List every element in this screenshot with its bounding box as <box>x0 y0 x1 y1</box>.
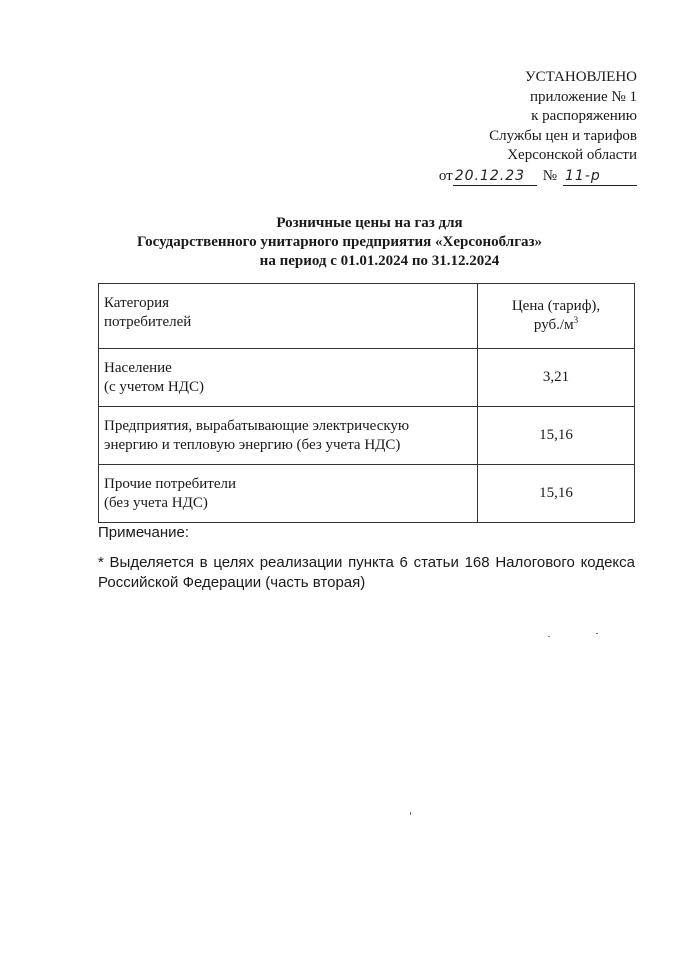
header-price-line1: Цена (тариф), <box>511 298 601 314</box>
approval-date-line <box>439 167 637 187</box>
scan-speck <box>596 633 598 634</box>
approval-line: приложение № 1 <box>529 88 637 105</box>
table-header-row <box>99 284 635 349</box>
header-price-cell <box>478 284 635 349</box>
header-category-cell <box>99 284 478 349</box>
title-line-3: на период с 01.01.2024 по 31.12.2024 <box>259 253 500 269</box>
row-category-line2: (с учетом НДС) <box>104 378 204 395</box>
date-prefix: от <box>438 167 453 184</box>
scan-speck <box>410 812 411 815</box>
number-sign: № <box>542 167 557 184</box>
title-line-1: Розничные цены на газ для <box>276 215 463 231</box>
handwritten-date: 20.12.23 <box>453 168 537 186</box>
approval-line: к распоряжению <box>531 108 637 124</box>
row-price-cell: 15,16 <box>478 465 635 523</box>
note-label: Примечание: <box>98 524 189 541</box>
row-price-cell: 15,16 <box>478 407 635 465</box>
header-price-unit-sup: 3 <box>573 315 579 325</box>
row-category-cell <box>99 349 478 407</box>
approval-line: Херсонской области <box>507 147 637 163</box>
table-row <box>99 465 635 523</box>
handwritten-number: 11-р <box>563 168 637 186</box>
scan-speck <box>548 636 550 637</box>
note-text: * Выделяется в целях реализации пункта 6 статьи 168 Налогового кодекса Российской Федерации (часть вторая) <box>98 554 635 591</box>
row-category-line1: Население <box>104 359 172 376</box>
row-price-cell: 3,21 <box>478 349 635 407</box>
table-row <box>99 407 635 465</box>
header-category-line2: потребителей <box>104 314 192 330</box>
header-price-line2: руб./м <box>533 317 574 333</box>
header-category-line1: Категория <box>104 295 169 311</box>
row-category-line2: (без учета НДС) <box>104 494 208 511</box>
row-category-line1: Предприятия, вырабатывающие электрическую <box>104 417 410 434</box>
document-title <box>0 214 679 271</box>
approval-line: Службы цен и тарифов <box>489 127 637 144</box>
row-category-line1: Прочие потребители <box>104 475 237 492</box>
row-category-line2: энергию и тепловую энергию (без учета НДС) <box>104 436 401 453</box>
title-line-2: Государственного унитарного предприятия «Херсоноблгаз» <box>136 234 543 250</box>
approval-line: УСТАНОВЛЕНО <box>525 69 637 85</box>
price-table <box>98 283 635 523</box>
approval-stamp-block <box>439 68 637 186</box>
table-row <box>99 349 635 407</box>
row-category-cell <box>99 465 478 523</box>
row-category-cell <box>99 407 478 465</box>
